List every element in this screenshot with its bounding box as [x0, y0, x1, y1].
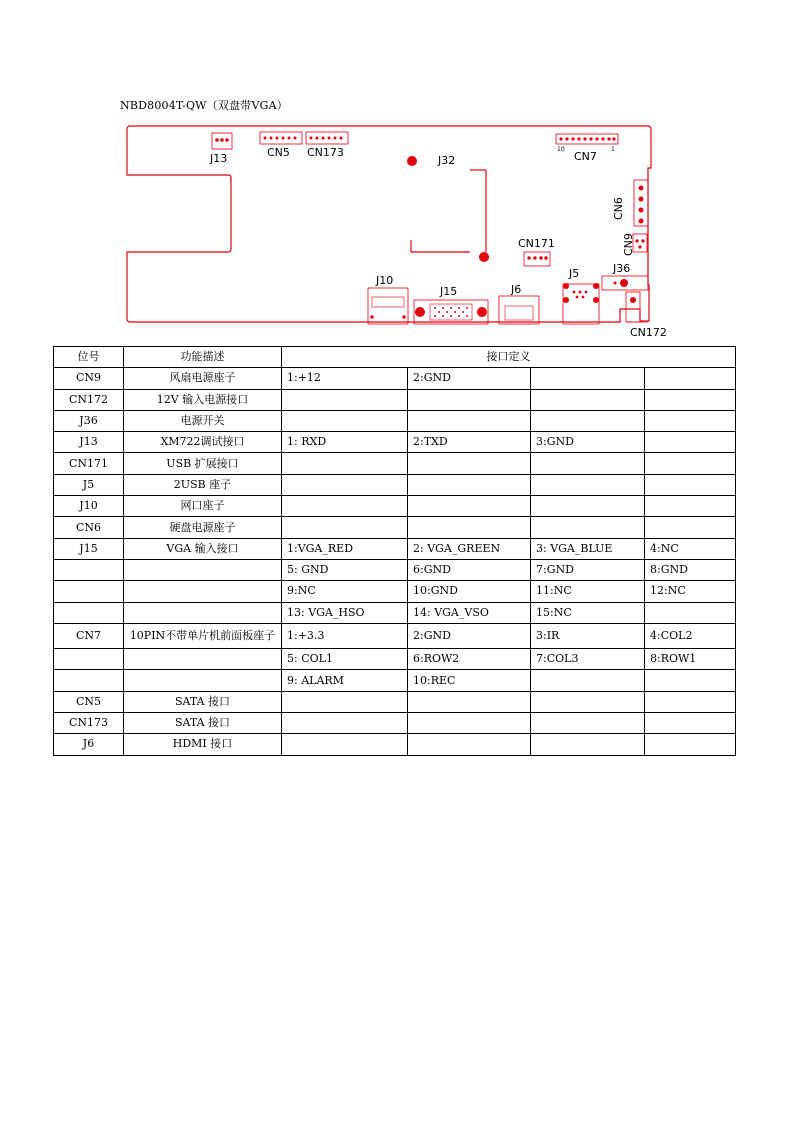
pin-cell: 1:VGA_RED [282, 538, 408, 559]
table-row [54, 602, 736, 623]
pin-cell [531, 496, 645, 517]
pin-cell: 2:TXD [408, 432, 531, 453]
table-row [54, 581, 736, 602]
pin-cell [282, 474, 408, 495]
pin-cell [408, 691, 531, 712]
pin-cell [531, 389, 645, 410]
pin-cell [282, 410, 408, 431]
designator-cell [54, 649, 124, 670]
pin-cell [531, 691, 645, 712]
board-outline [127, 126, 651, 322]
function-cell: 硬盘电源座子 [124, 517, 282, 538]
table-row [54, 670, 736, 691]
j5-usb-connector [563, 283, 599, 324]
j10-ethernet-connector [368, 288, 408, 324]
pin-cell: 7:GND [531, 559, 645, 580]
function-cell: 电源开关 [124, 410, 282, 431]
cn9-label: CN9 [622, 233, 635, 256]
pin-cell [408, 496, 531, 517]
function-cell: USB 扩展接口 [124, 453, 282, 474]
pin-cell [531, 670, 645, 691]
pin-cell [408, 389, 531, 410]
designator-cell: CN173 [54, 713, 124, 734]
function-cell [124, 670, 282, 691]
pin-cell: 6:ROW2 [408, 649, 531, 670]
cn172-power-jack [626, 292, 648, 322]
pin-cell [645, 389, 736, 410]
pin-cell: 15:NC [531, 602, 645, 623]
table-row [54, 649, 736, 670]
pin-cell [645, 496, 736, 517]
pin-cell: 5: GND [282, 559, 408, 580]
pin-cell [408, 734, 531, 755]
table-row [54, 623, 736, 648]
function-cell [124, 559, 282, 580]
table-row [54, 559, 736, 580]
pin-cell [408, 517, 531, 538]
pin-cell: 2: VGA_GREEN [408, 538, 531, 559]
function-cell: SATA 接口 [124, 713, 282, 734]
table-header-row [54, 347, 736, 368]
cn7-pin1-mark: 1 [611, 146, 615, 153]
pin-cell [531, 368, 645, 389]
designator-cell: CN171 [54, 453, 124, 474]
pcb-layout-diagram [0, 0, 793, 345]
cn6-connector [634, 180, 648, 226]
mount-hole [479, 252, 489, 262]
pin-cell: 3:GND [531, 432, 645, 453]
header-designator: 位号 [54, 347, 124, 368]
cn7-label: CN7 [574, 150, 597, 163]
pin-cell [645, 713, 736, 734]
function-cell [124, 649, 282, 670]
pin-cell: 5: COL1 [282, 649, 408, 670]
table-row [54, 734, 736, 755]
function-cell [124, 581, 282, 602]
function-cell: XM722调试接口 [124, 432, 282, 453]
designator-cell [54, 670, 124, 691]
j10-label: J10 [376, 274, 394, 287]
pin-cell: 7:COL3 [531, 649, 645, 670]
function-cell: 网口座子 [124, 496, 282, 517]
function-cell: HDMI 接口 [124, 734, 282, 755]
header-function: 功能描述 [124, 347, 282, 368]
j32-label: J32 [438, 154, 456, 167]
pin-definition-table [53, 346, 736, 756]
pin-cell [645, 691, 736, 712]
pin-cell: 8:ROW1 [645, 649, 736, 670]
pin-cell: 10:GND [408, 581, 531, 602]
pin-cell [282, 496, 408, 517]
function-cell: 12V 输入电源接口 [124, 389, 282, 410]
pin-cell [645, 368, 736, 389]
table-row [54, 453, 736, 474]
j5-label: J5 [569, 267, 580, 280]
j13-label: J13 [210, 152, 228, 165]
designator-cell: J5 [54, 474, 124, 495]
pin-cell: 1: RXD [282, 432, 408, 453]
pin-cell [531, 453, 645, 474]
pin-cell: 2:GND [408, 623, 531, 648]
table-row [54, 410, 736, 431]
cn171-label: CN171 [518, 237, 555, 250]
j6-label: J6 [511, 283, 522, 296]
pin-cell: 11:NC [531, 581, 645, 602]
cn5-label: CN5 [267, 146, 290, 159]
cn173-connector [306, 132, 348, 144]
pin-cell [408, 474, 531, 495]
j36-label: J36 [613, 262, 631, 275]
pin-cell [645, 734, 736, 755]
pin-cell [645, 453, 736, 474]
pin-cell [282, 517, 408, 538]
pin-cell [408, 410, 531, 431]
pin-cell [645, 432, 736, 453]
designator-cell: J36 [54, 410, 124, 431]
pin-cell [531, 713, 645, 734]
j13-connector [212, 133, 232, 149]
pin-cell: 14: VGA_VSO [408, 602, 531, 623]
pin-cell [531, 517, 645, 538]
cn9-connector [633, 234, 647, 252]
pin-cell: 10:REC [408, 670, 531, 691]
designator-cell: CN172 [54, 389, 124, 410]
pin-cell [282, 389, 408, 410]
table-row [54, 389, 736, 410]
pin-cell: 9:NC [282, 581, 408, 602]
j15-label: J15 [440, 285, 458, 298]
cn7-connector [556, 134, 618, 144]
pin-cell [408, 453, 531, 474]
pin-cell: 2:GND [408, 368, 531, 389]
pin-cell: 3: VGA_BLUE [531, 538, 645, 559]
cn171-connector [524, 252, 550, 266]
pin-cell [645, 410, 736, 431]
table-row [54, 496, 736, 517]
function-cell [124, 602, 282, 623]
j32-mount-hole [407, 156, 417, 166]
pin-cell: 4:COL2 [645, 623, 736, 648]
designator-cell: J13 [54, 432, 124, 453]
designator-cell: CN6 [54, 517, 124, 538]
pin-cell [282, 453, 408, 474]
table-row [54, 713, 736, 734]
cn172-label: CN172 [630, 326, 667, 339]
designator-cell: CN7 [54, 623, 124, 648]
pin-cell [282, 691, 408, 712]
pin-cell: 6:GND [408, 559, 531, 580]
pin-cell [531, 410, 645, 431]
designator-cell: J15 [54, 538, 124, 559]
pin-cell: 13: VGA_HSO [282, 602, 408, 623]
table-row [54, 517, 736, 538]
function-cell: VGA 输入接口 [124, 538, 282, 559]
pin-cell [408, 713, 531, 734]
pin-cell [645, 670, 736, 691]
designator-cell: J10 [54, 496, 124, 517]
table-row [54, 538, 736, 559]
cn173-label: CN173 [307, 146, 344, 159]
cn7-pin10-mark: 10 [557, 146, 565, 153]
function-cell: 10PIN不带单片机前面板座子 [124, 623, 282, 648]
pin-cell: 8:GND [645, 559, 736, 580]
cn6-label: CN6 [612, 197, 625, 220]
table-row [54, 474, 736, 495]
pin-cell [645, 602, 736, 623]
header-interface-definition: 接口定义 [282, 347, 736, 368]
pin-cell [645, 517, 736, 538]
j6-hdmi-connector [499, 296, 539, 324]
table-row [54, 368, 736, 389]
pin-cell [531, 474, 645, 495]
pin-cell: 1:+3.3 [282, 623, 408, 648]
pin-cell: 1:+12 [282, 368, 408, 389]
cn5-connector [260, 132, 302, 144]
function-cell: 2USB 座子 [124, 474, 282, 495]
designator-cell: J6 [54, 734, 124, 755]
designator-cell: CN5 [54, 691, 124, 712]
j15-vga-connector [414, 300, 488, 324]
pin-cell: 9: ALARM [282, 670, 408, 691]
designator-cell [54, 559, 124, 580]
pin-cell [645, 474, 736, 495]
designator-cell [54, 581, 124, 602]
j36-switch [602, 276, 648, 290]
document-title: NBD8004T-QW（双盘带VGA） [120, 99, 288, 112]
table-row [54, 432, 736, 453]
table-row [54, 691, 736, 712]
designator-cell: CN9 [54, 368, 124, 389]
function-cell: 风扇电源座子 [124, 368, 282, 389]
function-cell: SATA 接口 [124, 691, 282, 712]
pin-cell [531, 734, 645, 755]
pin-cell: 3:IR [531, 623, 645, 648]
pin-cell: 4:NC [645, 538, 736, 559]
pin-cell [282, 713, 408, 734]
pin-cell [282, 734, 408, 755]
designator-cell [54, 602, 124, 623]
pin-cell: 12:NC [645, 581, 736, 602]
